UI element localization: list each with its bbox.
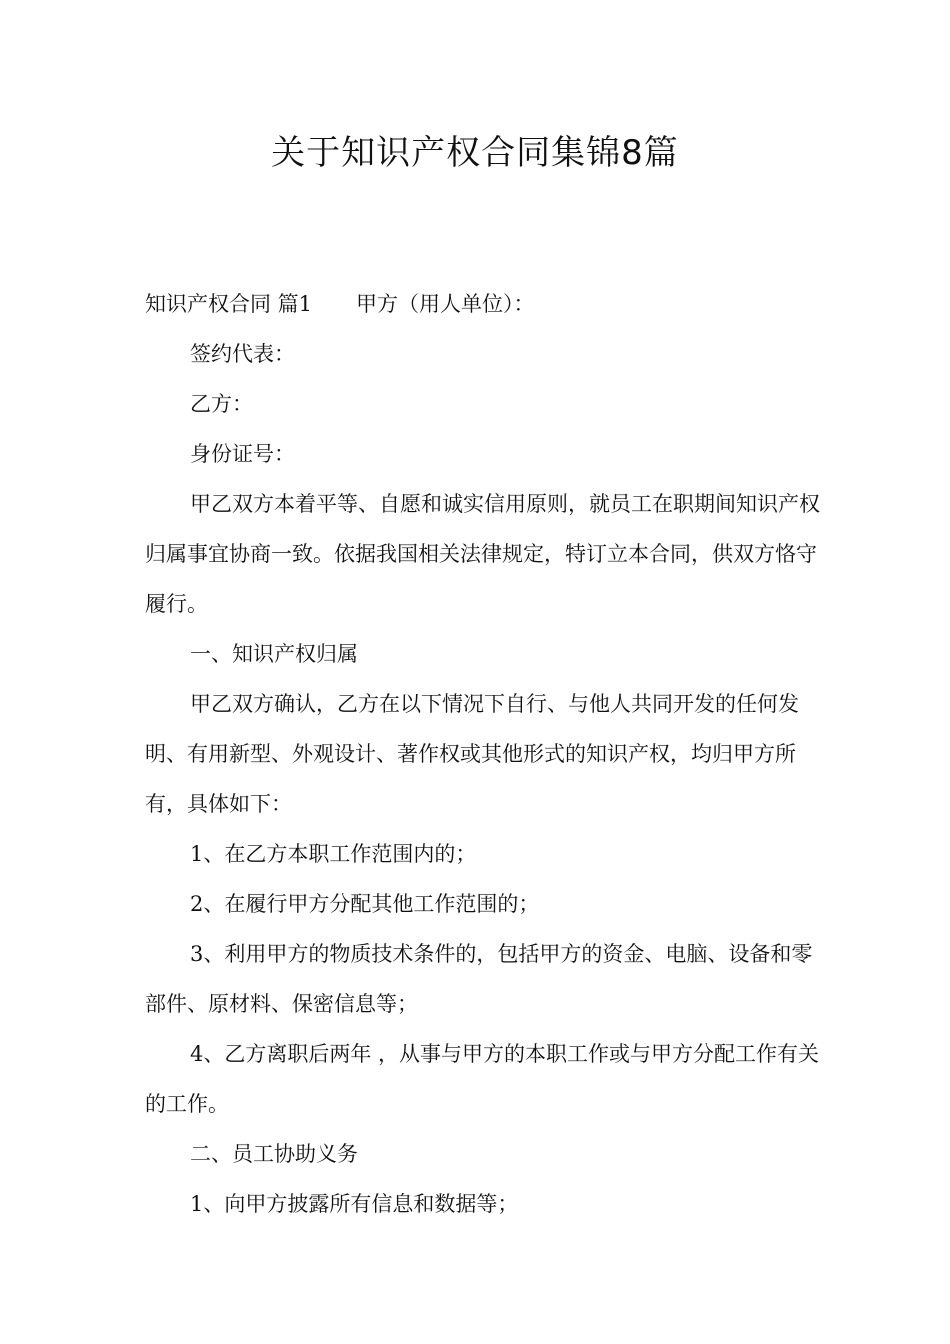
document-title: 关于知识产权合同集锦8篇 [271, 133, 679, 173]
document-body [145, 279, 825, 1229]
ownership-paragraph: 甲乙双方确认，乙方在以下情况下自行、与他人共同开发的任何发明、有用新型、外观设计、著作权或其他形式的知识产权，均归甲方所有，具体如下： [145, 692, 799, 816]
clause-heading-ownership: 一、知识产权归属 [190, 642, 358, 666]
id-number-line: 身份证号： [190, 442, 295, 466]
section-label: 知识产权合同 篇1 [145, 292, 313, 316]
party-b-line: 乙方： [190, 392, 253, 416]
ownership-item-3: 3、利用甲方的物质技术条件的，包括甲方的资金、电脑、设备和零部件、原材料、保密信息等； [145, 942, 813, 1016]
clause-heading-cooperation: 二、员工协助义务 [190, 1142, 358, 1166]
cooperation-item-1: 1、向甲方披露所有信息和数据等； [190, 1192, 519, 1216]
preamble-paragraph: 甲乙双方本着平等、自愿和诚实信用原则，就员工在职期间知识产权归属事宜协商一致。依据我国相关法律规定，特订立本合同，供双方恪守履行。 [145, 492, 820, 616]
ownership-item-1: 1、在乙方本职工作范围内的； [190, 842, 477, 866]
ownership-item-2: 2、在履行甲方分配其他工作范围的； [190, 892, 540, 916]
signing-representative-line: 签约代表： [190, 342, 295, 366]
party-a-line: 甲方（用人单位）： [356, 292, 535, 316]
ownership-item-4: 4、乙方离职后两年 ，从事与甲方的本职工作或与甲方分配工作有关的工作。 [145, 1042, 820, 1116]
section-heading [145, 279, 825, 329]
